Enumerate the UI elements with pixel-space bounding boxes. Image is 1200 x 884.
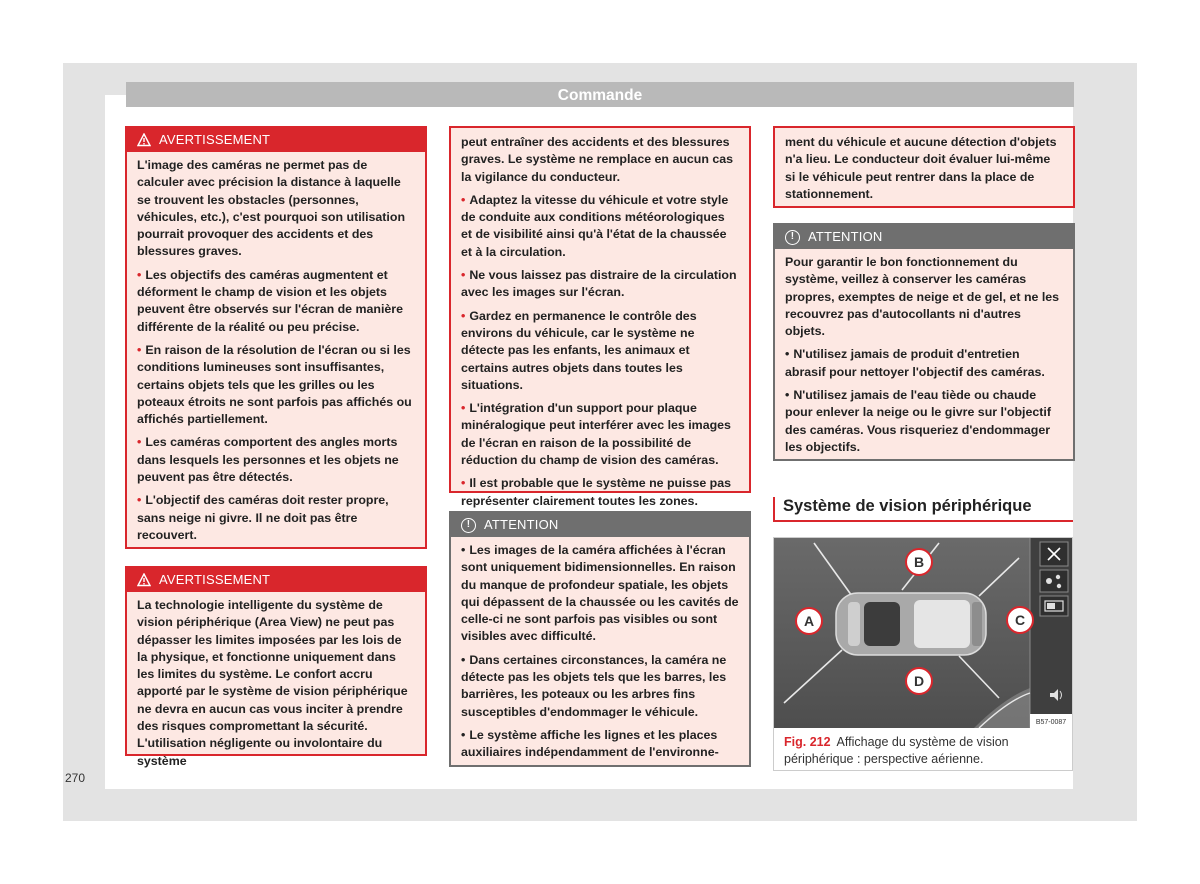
list-item: • Ne vous laissez pas distraire de la circulation avec les images sur l'écran. xyxy=(461,268,737,300)
list-item: • Gardez en permanence le contrôle des environs du véhicule, car le système ne détecte pas les enfants, les animaux et certains autres objets dans toutes les situations. xyxy=(461,308,697,392)
list-item: • Les objectifs des caméras augmentent et déforment le champ de vision et les objets peuvent être observés sur l'écran de manière différente de la réalité ou peu précise. xyxy=(137,267,404,334)
list-item: • Il est probable que le système ne puisse pas représenter clairement toutes les zones. xyxy=(461,476,732,508)
list-item: • Les caméras comportent des angles morts dans lesquels les personnes et les objets ne peuvent pas être détectés. xyxy=(137,435,399,485)
section-title: Système de vision périphérique xyxy=(773,497,1073,522)
attention-header xyxy=(775,225,1073,249)
bullet-icon: • xyxy=(461,308,466,323)
warning-header xyxy=(127,568,425,592)
warning-intro: peut entraîner des accidents et des blessures graves. Le système ne remplace en aucun cas la vigilance du conducteur. xyxy=(461,135,734,184)
warning-label: AVERTISSEMENT xyxy=(159,132,271,147)
bullet-icon: • xyxy=(461,476,466,491)
chapter-header: Commande xyxy=(126,82,1074,107)
area-view-screen-illustration xyxy=(774,538,1072,728)
bullet-icon: • xyxy=(785,347,790,362)
exclamation-circle-icon: ! xyxy=(461,518,476,533)
zone-label-d-text: D xyxy=(913,673,925,689)
attention-box-2 xyxy=(773,223,1075,461)
list-item: • Dans certaines circonstances, la caméra ne détecte pas les objets tels que les barres, les barrières, les poteaux ou les arbres fins susceptibles d'endommager le véhicule. xyxy=(461,652,727,719)
warning-header xyxy=(127,128,425,152)
warning-intro: L'image des caméras ne permet pas de calculer avec précision la distance à laquelle se trouvent les obstacles (personnes, véhicules, etc.), c'est pourquoi son utilisation pourrait provoquer des accidents et des blessures graves. xyxy=(137,158,406,259)
camera-settings-icon[interactable] xyxy=(1040,570,1068,592)
zone-label-c-text: C xyxy=(1014,612,1026,628)
zone-label-d xyxy=(906,668,932,694)
bullet-icon: • xyxy=(461,192,466,207)
list-item: • L'objectif des caméras doit rester propre, sans neige ni givre. Il ne doit pas être recouvert. xyxy=(137,493,389,542)
list-item: • N'utilisez jamais de l'eau tiède ou chaude pour enlever la neige ou le givre sur l'objectif des caméras. Vous risqueriez d'endommager les objectifs. xyxy=(785,388,1051,454)
attention-body xyxy=(451,537,749,766)
page-number: 270 xyxy=(65,771,86,785)
attention-label: ATTENTION xyxy=(808,229,883,244)
zone-label-a-text: A xyxy=(803,613,815,629)
warning-label: AVERTISSEMENT xyxy=(159,572,271,587)
warning-triangle-icon xyxy=(137,573,151,587)
bullet-icon: • xyxy=(137,493,142,508)
bullet-icon: • xyxy=(461,268,466,283)
list-item: • Le système affiche les lignes et les places auxiliaires indépendamment de l'environne- xyxy=(461,727,719,760)
warning-body xyxy=(451,128,749,514)
bullet-icon: • xyxy=(461,727,466,742)
warning-box-continued xyxy=(773,126,1075,208)
warning-body xyxy=(775,128,1073,207)
figure-number: Fig. 212 xyxy=(784,735,831,749)
warning-text: ment du véhicule et aucune détection d'objets n'a lieu. Le conducteur doit évaluer lui-même si le véhicule peut rentrer dans la place de stationnement. xyxy=(785,135,1057,201)
view-mode-icon[interactable] xyxy=(1040,596,1068,616)
zone-label-c xyxy=(1007,607,1033,633)
bullet-icon: • xyxy=(461,652,466,667)
warning-box-1 xyxy=(125,126,427,549)
bullet-icon: • xyxy=(461,401,466,416)
warning-body xyxy=(127,592,425,774)
warning-box-continued xyxy=(449,126,751,508)
exclamation-circle-icon: ! xyxy=(785,230,800,245)
warning-box-2 xyxy=(125,566,427,768)
list-item: • N'utilisez jamais de produit d'entretien abrasif pour nettoyer l'objectif des caméras. xyxy=(785,347,1045,379)
bullet-icon: • xyxy=(785,388,790,403)
bullet-icon: • xyxy=(137,342,142,357)
car-icon xyxy=(836,593,986,655)
figure-code: B57-0087 xyxy=(1035,719,1067,726)
attention-box-1 xyxy=(449,511,751,767)
attention-label: ATTENTION xyxy=(484,517,559,532)
bullet-icon: • xyxy=(461,543,466,557)
close-icon[interactable] xyxy=(1040,542,1068,566)
list-item: • L'intégration d'un support pour plaque minéralogique peut interférer avec les images de l'écran en raison de la possibilité de réduction du champ de vision des caméras. xyxy=(461,401,731,468)
zone-label-b-text: B xyxy=(913,554,925,570)
bullet-icon: • xyxy=(137,435,142,450)
list-item: • Les images de la caméra affichées à l'écran sont uniquement bidimensionnelles. En raison du manque de profondeur spatiale, les objets qui dépassent de la chaussée ou les cavités de celle-ci ne sont parfois pas visibles ou sont visibles avec difficulté. xyxy=(461,543,739,644)
attention-intro: Pour garantir le bon fonctionnement du système, veillez à conserver les caméras propres, exemptes de neige et de gel, et ne les recouvrez pas d'autocollants ni d'autres objets. xyxy=(785,255,1060,339)
zone-label-a xyxy=(796,608,822,634)
attention-body xyxy=(775,249,1073,460)
warning-body xyxy=(127,152,425,548)
warning-text: La technologie intelligente du système de vision périphérique (Area View) ne peut pas dépasser les limites imposées par les lois de la physique, et fonctionne uniquement dans les limites du système. Le confort accru apporté par le système de vision périphérique ne devra en aucun cas vous inciter à prendre des risques compromettant la sécurité. L'utilisation négligente ou involontaire du système xyxy=(137,598,408,768)
zone-label-b xyxy=(906,549,932,575)
list-item: • En raison de la résolution de l'écran ou si les conditions lumineuses sont insuffisantes, certains objets tels que les grilles ou les poteaux étroits ne sont parfois pas affichés ou affichés partiellement. xyxy=(137,342,412,427)
attention-header xyxy=(451,513,749,537)
figure-caption xyxy=(784,734,1064,768)
bullet-icon: • xyxy=(137,267,142,282)
list-item: • Adaptez la vitesse du véhicule et votre style de conduite aux conditions météorologiques et de visibilité ainsi qu'à l'état de la chaussée et à la circulation. xyxy=(461,192,729,259)
figure xyxy=(773,537,1073,771)
warning-triangle-icon xyxy=(137,133,151,147)
figure-caption-text: Affichage du système de vision périphérique : perspective aérienne. xyxy=(784,735,1009,766)
